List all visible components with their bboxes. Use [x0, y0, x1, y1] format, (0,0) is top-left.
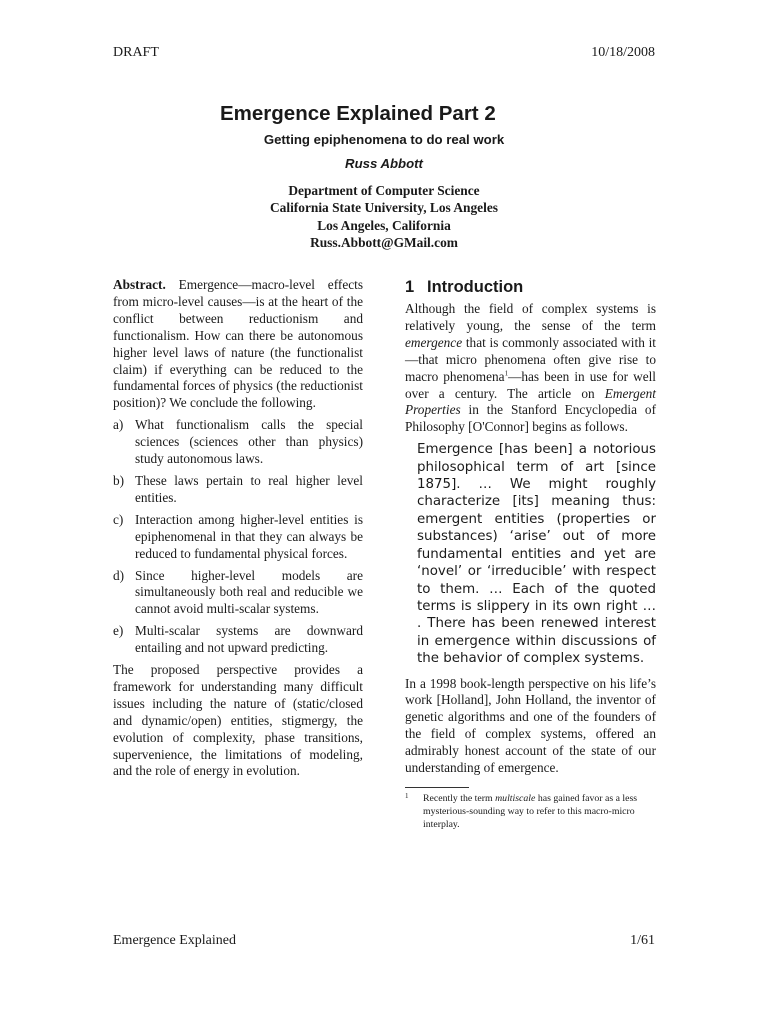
affiliation-location: Los Angeles, California — [317, 217, 451, 233]
intro-text: in the Stanford Encyclopedia of Philosophy [O'Connor] begins as follows. — [405, 402, 656, 435]
right-column — [405, 277, 656, 831]
affiliation-university: California State University, Los Angeles — [269, 200, 498, 216]
footnote-divider — [405, 787, 469, 788]
list-item-label: c) — [113, 511, 124, 527]
affiliation-email: Russ.Abbott@GMail.com — [310, 235, 458, 251]
author-name: Russ Abbott — [345, 156, 423, 171]
footnote-text: has gained favor as a less mysterious-sounding way to refer to this macro-micro interplay. — [423, 792, 638, 830]
footer-title: Emergence Explained — [113, 933, 236, 948]
abstract-closing-paragraph: The proposed perspective provides a framework for understanding many difficult issues including the nature of (static/closed and dynamic/open) entities, stigmergy, the evolution of complexity, phase transitions, supervenience, the limitations of modeling, and the role of energy in evolution. — [113, 662, 363, 779]
left-column — [113, 277, 363, 785]
intro-text: Although the field of complex systems is relatively young, the sense of the term — [405, 301, 656, 333]
list-item-text: Since higher-level models are simultaneously both real and reducible we cannot avoid multi-scalar systems. — [135, 567, 363, 617]
list-item-label: b) — [113, 472, 125, 488]
page-number: 1/61 — [630, 933, 655, 948]
list-item — [113, 568, 363, 619]
list-item — [113, 473, 363, 507]
affiliation-block — [0, 182, 768, 252]
abstract-text: Emergence—macro-level effects from micro-level causes—is at the heart of the conflict between reductionism and functionalism. How can there be autonomous higher level laws of nature (the functionalist claim) if everything can be reduced to the fundamental forces of physics (the reductionist position)? We conclude the following. — [113, 277, 363, 411]
list-item-text: Multi-scalar systems are downward entailing and not upward predicting. — [135, 623, 363, 656]
list-item — [113, 623, 363, 657]
block-quote: Emergence [has been] a notorious philosophical term of art [since 1875]. … We might roughly characterize [its] meaning thus: emergent entities (properties or substances) ‘arise’ out of more fundamental entities and yet are ‘novel’ or ‘irreducible’ with respect to them. … Each of the quoted terms is slippery in its own right … . There has been renewed interest in emergence within discussions of the behavior of complex systems. — [417, 442, 656, 667]
header-date: 10/18/2008 — [591, 45, 655, 60]
list-item-text: Interaction among higher-level entities is epiphenomenal in that they can always be reduced to fundamental physical forces. — [135, 511, 363, 561]
section-title: Introduction — [427, 278, 524, 296]
footnote-text: Recently the term — [423, 792, 496, 804]
list-item-label: d) — [113, 567, 125, 583]
list-item — [113, 512, 363, 563]
list-item — [113, 417, 363, 468]
intro-text: —has been in use for well over a century. The article on — [405, 368, 656, 401]
footnote-reference[interactable]: 1 — [504, 369, 509, 378]
list-item-text: These laws pertain to real higher level entities. — [135, 472, 363, 505]
footnote-emphasis: multiscale — [495, 792, 536, 804]
footnote — [405, 792, 656, 831]
list-item-text: What functionalism calls the special sciences (sciences other than physics) study autonomous laws. — [135, 417, 363, 467]
paper-subtitle: Getting epiphenomena to do real work — [263, 132, 505, 147]
header-draft-label: DRAFT — [113, 45, 159, 60]
intro-emphasis-emergent-properties: Emergent Properties — [405, 385, 656, 418]
affiliation-department: Department of Computer Science — [288, 183, 480, 198]
intro-paragraph-1 — [405, 301, 656, 436]
paper-title: Emergence Explained Part 2 — [220, 102, 496, 125]
section-heading — [405, 277, 656, 297]
abstract-paragraph — [113, 277, 363, 412]
list-item-label: a) — [113, 417, 124, 433]
intro-emphasis-emergence: emergence — [405, 334, 463, 350]
intro-text: that is commonly associated with it—that micro phenomena often give rise to macro phenomena — [405, 334, 656, 384]
abstract-list — [113, 417, 363, 657]
footnote-number: 1 — [405, 791, 409, 800]
abstract-label: Abstract. — [113, 277, 166, 292]
intro-paragraph-2: In a 1998 book-length perspective on his life’s work [Holland], John Holland, the inventor of genetic algorithms and one of the founders of the field of complex systems, offered an admirably honest account of the state of our understanding of emergence. — [405, 675, 656, 776]
section-number: 1 — [405, 278, 415, 296]
list-item-label: e) — [113, 623, 124, 639]
